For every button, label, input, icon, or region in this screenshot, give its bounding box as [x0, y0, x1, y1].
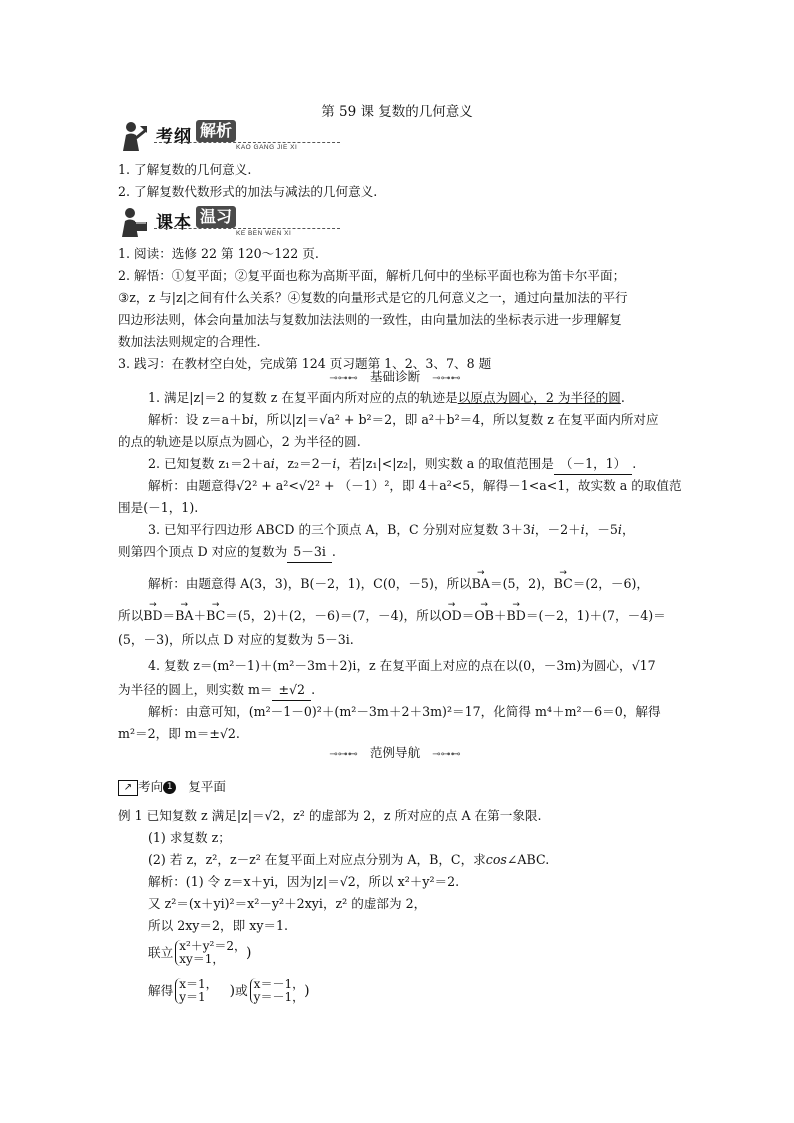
q3-i: i — [617, 522, 622, 537]
review-line: 四边形法则，体会向量加法与复数加法法则的一致性，由向量加法的坐标表示进一步理解复 — [118, 312, 622, 327]
page-title: 第 59 课 复数的几何意义 — [321, 104, 473, 120]
q4-stem: 为半径的圆上，则实数 m＝ — [118, 682, 273, 697]
vector-ba: → BA — [472, 574, 490, 594]
example-1-solution: 又 z²＝(x＋yi)²＝x²－y²＋2xyi，z² 的虚部为 2， — [148, 896, 427, 911]
vector-bd: → BD — [143, 606, 162, 626]
vector-od: → OD — [441, 606, 461, 626]
ex1-text: 解得 — [148, 983, 174, 998]
q3-i: i — [530, 522, 535, 537]
review-line: 2. 解悟：①复平面；②复平面也称为高斯平面，解析几何中的坐标平面也称为笛卡尔平面； — [118, 268, 626, 283]
banner-subtitle: KAO GANG JIE XI — [236, 144, 298, 151]
banner-boxed-text: 解析 — [196, 120, 236, 142]
system-brace — [175, 978, 217, 1004]
vector-bd: → BD — [507, 606, 526, 626]
system-brace — [175, 940, 246, 966]
question-4-cont — [118, 680, 678, 701]
equation-system-2 — [148, 978, 708, 1004]
review-line: ③z，z 与|z|之间有什么关系？④复数的向量形式是它的几何意义之一，通过向量加法的平行 — [118, 290, 628, 305]
reader-figure-icon — [118, 120, 148, 152]
divider-ornament-icon: ⊸⊶⊷ — [432, 749, 461, 760]
outline-item: 1. 了解复数的几何意义. — [118, 162, 252, 177]
q3-sol-text: ＝(－2，1)＋(7，－4)＝ — [525, 608, 666, 623]
system-paren: ) — [246, 945, 252, 961]
q2-solution-cont: 围是(－1，1). — [118, 500, 199, 515]
q3-sol-text: ＝(5，2)， — [490, 576, 554, 591]
trend-icon: ↗ — [118, 780, 138, 796]
system-row: y＝1 — [179, 990, 206, 1004]
q3-sol-text: ＝ — [461, 608, 475, 623]
q3-i: i — [580, 522, 585, 537]
question-1 — [148, 388, 708, 408]
q3-sol-text: 所以 — [118, 608, 144, 623]
question-4: 4. 复数 z＝(m²－1)＋(m²－3m＋2)i，z 在复平面上对应的点在以(0，－3m)为圆心，√17 — [148, 658, 656, 673]
system-row: xy＝1， — [179, 952, 225, 966]
example-1-part1: (1) 求复数 z； — [148, 830, 231, 845]
q3-stem: 3. 已知平行四边形 ABCD 的三个顶点 A，B，C 分别对应复数 3＋3 — [148, 522, 531, 537]
divider-label: 基础诊断 — [369, 369, 421, 384]
topic-heading — [118, 776, 226, 796]
example-1-solution: 所以 2xy＝2，即 xy＝1. — [148, 918, 289, 933]
q1-solution — [148, 410, 708, 430]
q3-sol-text: ＋ — [493, 608, 507, 623]
vector-bc: → BC — [554, 574, 573, 594]
q2-end: . — [632, 456, 637, 471]
banner-main-text: 课本 — [156, 213, 192, 233]
banner-subtitle: KE BEN WEN XI — [236, 230, 292, 237]
ex1-text: 联立 — [148, 945, 174, 960]
system-paren: ) — [229, 983, 236, 999]
q3-stem: ， — [621, 522, 635, 537]
banner-boxed-text: 温习 — [196, 206, 236, 228]
q2-i: i — [332, 456, 337, 471]
question-3 — [148, 520, 708, 540]
ex1-text: (2) 若 z，z²，z－z² 在复平面上对应点分别为 A，B，C，求 — [148, 852, 486, 867]
ex1-text: ∠ABC. — [506, 852, 550, 867]
q2-answer: （－1，1） — [554, 454, 632, 475]
topic-number: 1 — [163, 781, 176, 794]
q3-stem: 则第四个顶点 D 对应的复数为 — [118, 544, 288, 559]
section-banner-outline — [118, 118, 340, 154]
q2-solution: 解析：由题意得√2² + a²<√2² + （－1）²，即 4＋a²<5，解得－1<a<1，故实数 a 的取值范 — [148, 478, 682, 493]
q3-solution — [148, 574, 708, 594]
section-banner-review — [118, 204, 340, 240]
q3-answer: 5－3i — [287, 542, 332, 563]
system-paren: ) — [304, 983, 310, 999]
q1-answer: 以原点为圆心，2 为半径的圆 — [457, 390, 621, 405]
q4-end: . — [311, 682, 316, 697]
q3-sol-text: ＝(5，2)＋(2，－6)＝(7，－4)，所以 — [225, 608, 442, 623]
ex1-or: 或 — [235, 983, 248, 998]
system-row: x＝1， — [179, 977, 218, 991]
q3-sol-text: ＝ — [162, 608, 176, 623]
system-row: x＝－1， — [253, 977, 305, 991]
banner-main-text: 考纲 — [156, 127, 192, 147]
system-brace — [250, 978, 304, 1004]
ex1-cos: cos — [485, 852, 507, 867]
q3-solution-end: (5，－3)，所以点 D 对应的复数为 5－3i. — [118, 632, 354, 647]
q4-solution: 解析：由意可知，(m²－1－0)²＋(m²－3m＋2＋3m)²＝17，化简得 m⁴＋m²－6＝0，解得 — [148, 704, 661, 719]
review-line: 3. 践习：在教材空白处，完成第 124 页习题第 1、2、3、7、8 题 — [118, 356, 492, 371]
q1-stem: 1. 满足|z|＝2 的复数 z 在复平面内所对应的点的轨迹是 — [148, 390, 458, 405]
q2-i: i — [270, 456, 275, 471]
example-1-solution: 解析：(1) 令 z＝x＋yi，因为|z|＝√2，所以 x²＋y²＝2. — [148, 874, 460, 889]
example-1-part2 — [148, 850, 708, 870]
question-2 — [148, 454, 708, 475]
q3-sol-text: ＝(2，－6)， — [572, 576, 649, 591]
vector-ba: → BA — [175, 606, 193, 626]
topic-name: 复平面 — [188, 779, 226, 794]
review-line: 1. 阅读：选修 22 第 120～122 页. — [118, 246, 319, 261]
q1-sol-text: 解析：设 z＝a＋b — [148, 412, 250, 427]
divider-label: 范例导航 — [369, 745, 421, 760]
banner-rule — [154, 142, 340, 143]
q2-stem: ，z₂＝2－ — [274, 456, 333, 471]
q3-sol-text: ＋ — [193, 608, 207, 623]
divider-ornament-icon: ⊸⊶⊷ — [329, 749, 358, 760]
system-row: x²＋y²＝2， — [179, 939, 246, 953]
q3-sol-text: 解析：由题意得 A(3，3)，B(－2，1)，C(0，－5)，所以 — [148, 576, 472, 591]
question-3-cont — [118, 542, 678, 563]
divider-ornament-icon: ⊸⊶⊷ — [432, 373, 461, 384]
reader-figure-icon — [118, 206, 148, 238]
section-divider — [290, 742, 500, 762]
q3-stem: ，－2＋ — [534, 522, 581, 537]
outline-item: 2. 了解复数代数形式的加法与减法的几何意义. — [118, 184, 378, 199]
system-row: y＝－1， — [253, 990, 305, 1004]
q1-sol-text: ，所以|z|＝√a² + b²＝2，即 a²＋b²＝4，所以复数 z 在复平面内所对应 — [253, 412, 659, 427]
q2-stem: 2. 已知复数 z₁＝2＋a — [148, 456, 271, 471]
q1-end: . — [620, 390, 625, 405]
q3-solution-cont — [118, 606, 678, 626]
q1-sol-i: i — [249, 412, 254, 427]
banner-rule — [154, 228, 340, 229]
q4-answer: ±√2 — [272, 680, 311, 701]
review-line: 数加法法则规定的合理性. — [118, 334, 261, 349]
equation-system-1 — [148, 940, 708, 966]
q1-solution-cont: 的点的轨迹是以原点为圆心，2 为半径的圆. — [118, 434, 361, 449]
topic-label: 考向 — [138, 779, 164, 794]
divider-ornament-icon: ⊸⊶⊷ — [329, 373, 358, 384]
vector-ob: → OB — [474, 606, 494, 626]
q3-end: . — [331, 544, 336, 559]
q2-stem: ，若|z₁|<|z₂|，则实数 a 的取值范围是 — [336, 456, 554, 471]
vector-bc: → BC — [206, 606, 225, 626]
example-1: 例 1 已知复数 z 满足|z|＝√2，z² 的虚部为 2，z 所对应的点 A 在第一象限. — [118, 808, 542, 823]
q4-solution-cont: m²＝2，即 m＝±√2. — [118, 726, 240, 741]
section-divider — [290, 366, 500, 386]
q3-stem: ，－5 — [584, 522, 618, 537]
